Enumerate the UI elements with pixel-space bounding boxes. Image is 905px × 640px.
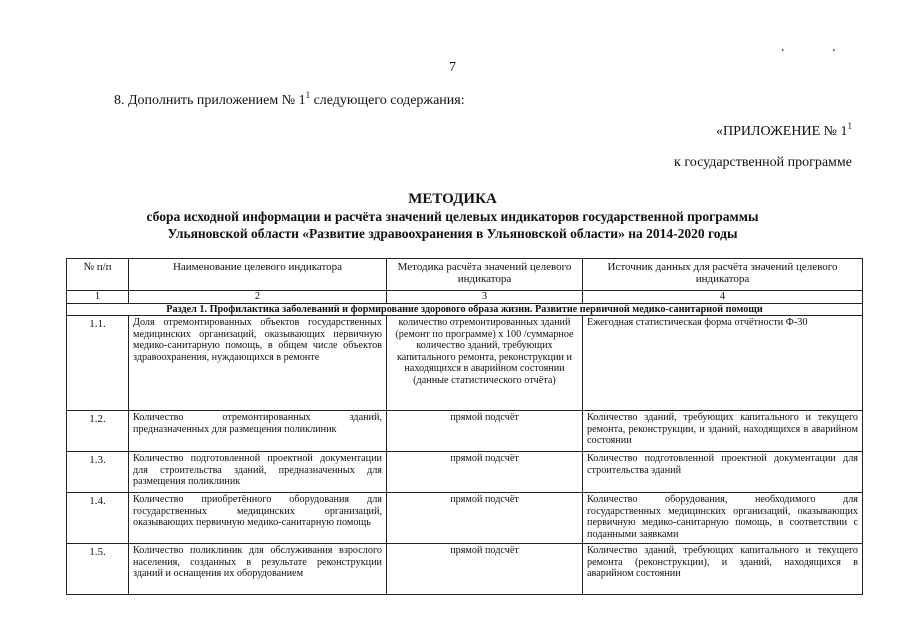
- column-number: 2: [129, 291, 387, 304]
- row-number: 1.1.: [67, 316, 129, 411]
- document-subheading-line2: Ульяновской области «Развитие здравоохранения в Ульяновской области» на 2014-2020 годы: [167, 226, 738, 241]
- table-row: [67, 316, 863, 411]
- calculation-method: количество отремонтированных зданий (ремонт по программе) х 100 /суммарное количество зданий, требующих капитального ремонта, реконструкции и находящихся в аварийном состоянии (данные статистического отчёта): [387, 316, 583, 411]
- section-row: [67, 303, 863, 316]
- table-row: [67, 544, 863, 595]
- intro-rest: следующего содержания:: [310, 93, 465, 108]
- table-row: [67, 411, 863, 452]
- column-number: 3: [387, 291, 583, 304]
- data-source: Количество зданий, требующих капитального и текущего ремонта, реконструкции, и зданий, находящихся в аварийном состоянии: [583, 411, 863, 452]
- document-heading: МЕТОДИКА: [408, 191, 497, 207]
- indicator-name: Количество подготовленной проектной документации для строительства зданий, предназначенных для размещения поликлиник: [129, 452, 387, 493]
- header-indicator-name: Наименование целевого индикатора: [129, 259, 387, 291]
- page-number: 7: [449, 60, 456, 75]
- calculation-method: прямой подсчёт: [387, 452, 583, 493]
- appendix-superscript: 1: [847, 121, 852, 131]
- header-number: № п/п: [67, 259, 129, 291]
- appendix-subtitle: к государственной программе: [674, 155, 852, 170]
- header-method: Методика расчёта значений целевого индикатора: [387, 259, 583, 291]
- intro-superscript: 1: [305, 90, 311, 100]
- indicator-name: Доля отремонтированных объектов государственных медицинских организаций, оказывающих первичную медико-санитарную помощь, в общем числе объектов здравоохранения, нуждающихся в ремонте: [129, 316, 387, 411]
- table-header-row: [67, 259, 863, 291]
- document-subheading-line1: сбора исходной информации и расчёта значений целевых индикаторов государственной программы: [146, 209, 759, 224]
- intro-text: 8. Дополнить приложением № 1: [114, 93, 306, 108]
- intro-paragraph: [114, 90, 465, 109]
- calculation-method: прямой подсчёт: [387, 493, 583, 544]
- indicator-name: Количество отремонтированных зданий, предназначенных для размещения поликлиник: [129, 411, 387, 452]
- section-title: Раздел 1. Профилактика заболеваний и формирование здорового образа жизни. Развитие первичной медико-санитарной помощи: [67, 303, 863, 316]
- appendix-title-text: «ПРИЛОЖЕНИЕ № 1: [716, 124, 848, 139]
- data-source: Количество оборудования, необходимого для государственных медицинских организаций, оказывающих первичную медико-санитарную помощь, в соответствии с поданными заявками: [583, 493, 863, 544]
- appendix-title: [716, 121, 852, 140]
- indicator-name: Количество приобретённого оборудования для государственных медицинских организаций, оказывающих первичную медико-санитарную помощь: [129, 493, 387, 544]
- calculation-method: прямой подсчёт: [387, 544, 583, 595]
- indicators-table: [66, 258, 863, 595]
- indicator-name: Количество поликлиник для обслуживания взрослого населения, созданных в результате реконструкции зданий и оснащения их оборудованием: [129, 544, 387, 595]
- row-number: 1.4.: [67, 493, 129, 544]
- table-row: [67, 452, 863, 493]
- data-source: Количество подготовленной проектной документации для строительства зданий: [583, 452, 863, 493]
- data-source: Количество зданий, требующих капитального и текущего ремонта (реконструкции), и зданий, находящихся в аварийном состоянии: [583, 544, 863, 595]
- row-number: 1.2.: [67, 411, 129, 452]
- calculation-method: прямой подсчёт: [387, 411, 583, 452]
- row-number: 1.5.: [67, 544, 129, 595]
- header-source: Источник данных для расчёта значений целевого индикатора: [583, 259, 863, 291]
- column-number: 1: [67, 291, 129, 304]
- column-numbers-row: [67, 291, 863, 304]
- table-row: [67, 493, 863, 544]
- data-source: Ежегодная статистическая форма отчётности Ф-30: [583, 316, 863, 411]
- row-number: 1.3.: [67, 452, 129, 493]
- decorative-dots: . .: [781, 40, 858, 55]
- column-number: 4: [583, 291, 863, 304]
